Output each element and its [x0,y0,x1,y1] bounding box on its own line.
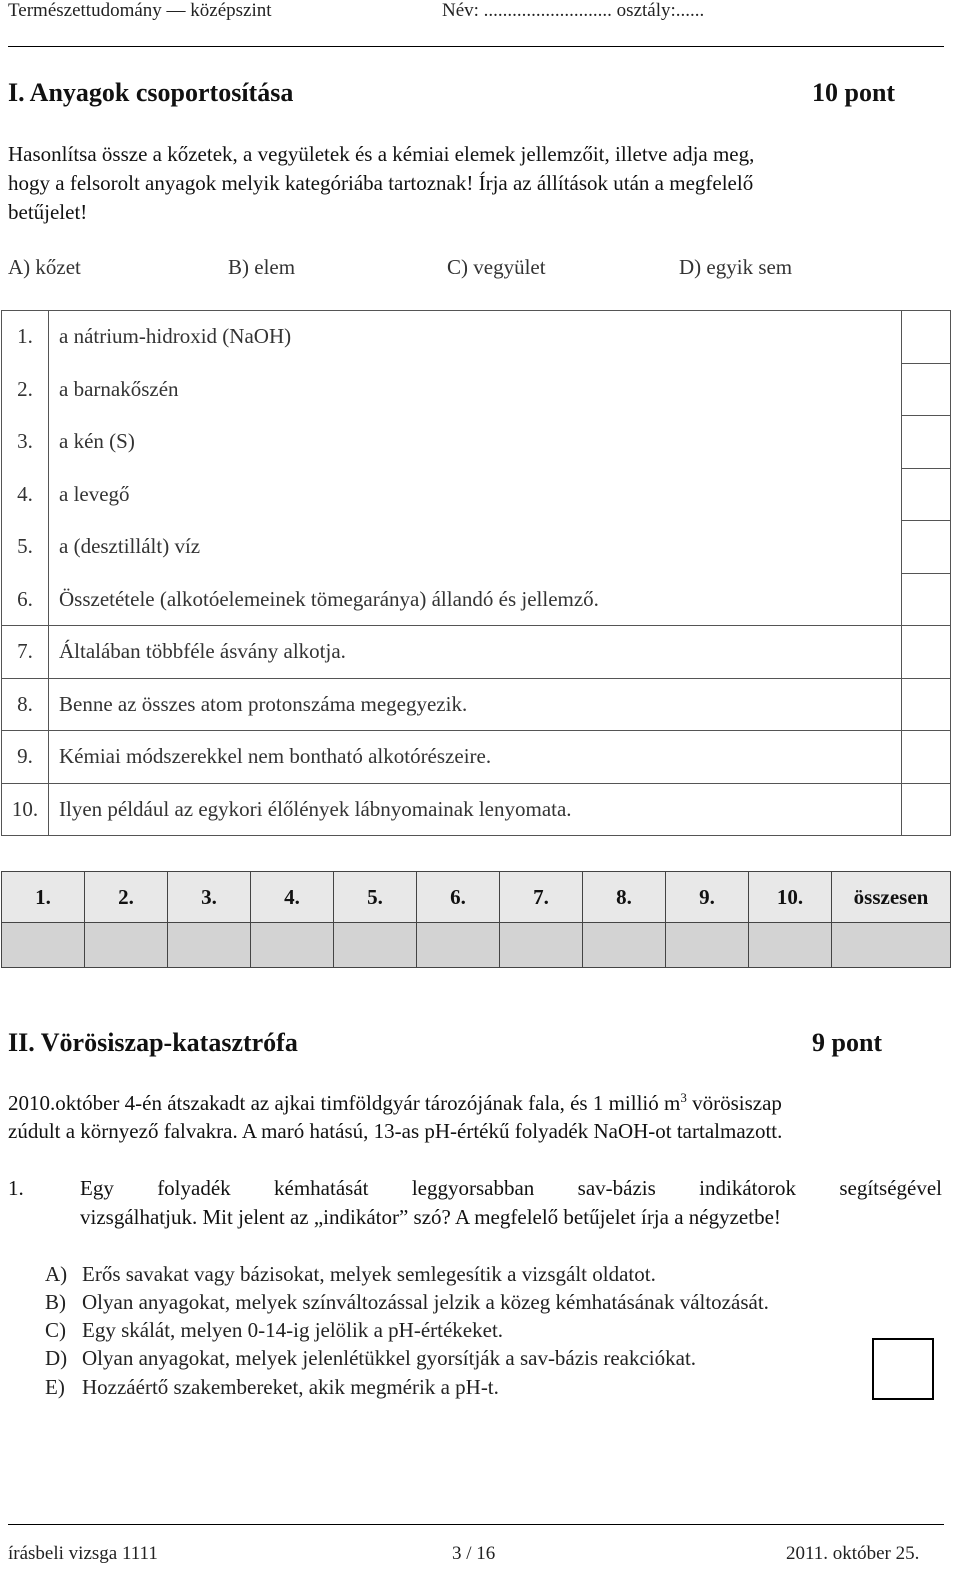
score-header-row [2,872,951,923]
score-cell[interactable] [417,923,500,968]
section1-intro-line: Hasonlítsa össze a kőzetek, a vegyületek és a kémiai elemek jellemzőit, illetve adja meg, [8,142,755,166]
option-letter: B) [45,1290,66,1314]
score-cell[interactable] [168,923,251,968]
item-number: 4. [2,468,49,521]
item-text: Benne az összes atom protonszáma megegyezik. [49,678,902,731]
score-header-total: összesen [832,872,951,923]
answer-cell[interactable] [902,731,951,784]
score-cell[interactable] [334,923,417,968]
item-row [2,678,951,731]
section2-title: II. Vörösiszap-katasztrófa [8,1028,298,1057]
section1-intro-line: betűjelet! [8,200,88,224]
item-number: 3. [2,416,49,469]
item-row [2,626,951,679]
score-header: 3. [168,872,251,923]
option-text: Olyan anyagokat, melyek színváltozással jelzik a közeg kémhatásának változását. [82,1290,769,1314]
score-header: 1. [2,872,85,923]
item-row [2,468,951,521]
score-cell-total[interactable] [832,923,951,968]
option-letter: C) [45,1318,66,1342]
question-text-line: Egy folyadék kémhatását leggyorsabban sav-bázis indikátorok segítségével [80,1176,942,1200]
item-text: a (desztillált) víz [49,521,902,574]
answer-cell[interactable] [902,363,951,416]
item-text: Kémiai módszerekkel nem bontható alkotórészeire. [49,731,902,784]
footer-rule [8,1524,944,1525]
answer-box[interactable] [872,1338,934,1400]
header-subject: Természettudomány — középszint [8,0,272,21]
item-number: 7. [2,626,49,679]
score-header: 2. [85,872,168,923]
option-letter: E) [45,1375,65,1399]
section1-points: 10 pont [812,78,896,107]
answer-cell[interactable] [902,678,951,731]
score-header: 9. [666,872,749,923]
score-cell[interactable] [666,923,749,968]
item-row [2,573,951,626]
item-text: a levegő [49,468,902,521]
score-cell[interactable] [749,923,832,968]
item-row [2,311,951,364]
score-header: 6. [417,872,500,923]
score-cell[interactable] [251,923,334,968]
answer-cell[interactable] [902,416,951,469]
header-name-class: Név: ........................... osztály:...... [442,0,705,21]
option-letter: A) [45,1262,68,1286]
section2-intro-line: 2010.október 4-én átszakadt az ajkai timföldgyár tározójának fala, és 1 millió $m^3$ vörösiszap [8,1090,782,1115]
item-number: 9. [2,731,49,784]
question-text-line: vizsgálhatjuk. Mit jelent az „indikátor” szó? A megfelelő betűjelet írja a négyzetbe! [80,1205,781,1229]
answer-cell[interactable] [902,521,951,574]
item-number: 1. [2,311,49,364]
answer-cell[interactable] [902,468,951,521]
answer-cell[interactable] [902,783,951,836]
item-text: Ilyen például az egykori élőlények lábnyomainak lenyomata. [49,783,902,836]
score-header: 8. [583,872,666,923]
item-number: 8. [2,678,49,731]
score-cell[interactable] [500,923,583,968]
option-text: Olyan anyagokat, melyek jelenlétükkel gyorsítják a sav-bázis reakciókat. [82,1346,697,1370]
score-cell[interactable] [2,923,85,968]
item-number: 5. [2,521,49,574]
answer-cell[interactable] [902,573,951,626]
footer-page: 3 / 16 [452,1543,496,1564]
score-header: 7. [500,872,583,923]
item-number: 6. [2,573,49,626]
option-text: Erős savakat vagy bázisokat, melyek semlegesítik a vizsgált oldatot. [82,1262,656,1286]
items-table [1,310,951,836]
footer-date: 2011. október 25. [786,1543,920,1564]
item-text: a barnakőszén [49,363,902,416]
category-b: B) elem [228,255,296,279]
section1-intro-line: hogy a felsorolt anyagok melyik kategóriába tartoznak! Írja az állítások után a megfelelő [8,171,754,195]
option-letter: D) [45,1346,68,1370]
section2-intro-line: zúdult a környező falvakra. A maró hatású, 13-as pH-értékű folyadék NaOH-ot tartalmazott. [8,1119,783,1143]
category-d: D) egyik sem [679,255,793,279]
item-text: a nátrium-hidroxid (NaOH) [49,311,902,364]
score-header: 4. [251,872,334,923]
footer-exam: írásbeli vizsga 1111 [8,1543,158,1564]
score-header: 5. [334,872,417,923]
category-a: A) kőzet [8,255,81,279]
item-row [2,521,951,574]
score-cell[interactable] [85,923,168,968]
item-row [2,416,951,469]
category-c: C) vegyület [447,255,546,279]
score-header: 10. [749,872,832,923]
option-text: Hozzáértő szakembereket, akik megmérik a pH-t. [82,1375,499,1399]
header-rule [8,46,944,47]
answer-cell[interactable] [902,626,951,679]
question-number: 1. [8,1176,24,1200]
item-text: Általában többféle ásvány alkotja. [49,626,902,679]
item-text: Összetétele (alkotóelemeinek tömegaránya) állandó és jellemző. [49,573,902,626]
option-text: Egy skálát, melyen 0-14-ig jelölik a pH-értékeket. [82,1318,504,1342]
section1-title: I. Anyagok csoportosítása [8,78,294,107]
item-number: 2. [2,363,49,416]
item-row [2,783,951,836]
item-text: a kén (S) [49,416,902,469]
score-value-row [2,923,951,968]
score-cell[interactable] [583,923,666,968]
score-table [1,871,951,968]
section2-points: 9 pont [812,1028,883,1057]
item-row [2,363,951,416]
item-number: 10. [2,783,49,836]
answer-cell[interactable] [902,311,951,364]
item-row [2,731,951,784]
